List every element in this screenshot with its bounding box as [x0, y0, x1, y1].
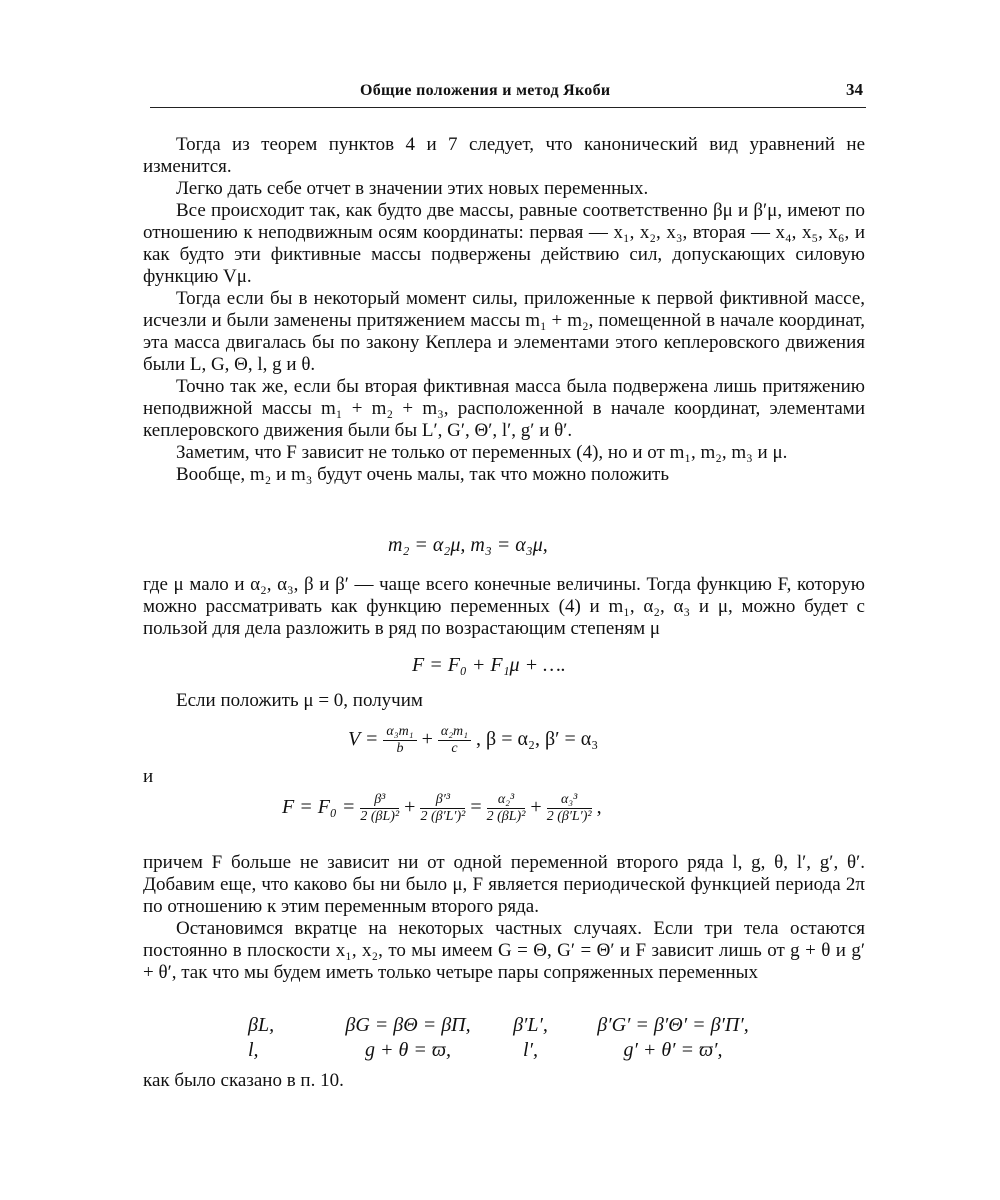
eq-operator: + — [421, 728, 433, 751]
eq-text: , — [596, 796, 602, 819]
fraction — [487, 792, 526, 825]
paragraph: Все происходит так, как будто две массы, равные соответственно βμ и β′μ, имеют по отношению к неподвижным осям координаты: первая — x₁, x₂, x₃, вторая — x₄, x₅, x₆, и как будто эти фиктивные массы подвержены действию сил, допускающих силовую функцию Vμ. — [143, 200, 865, 287]
eq-operator: = — [470, 796, 482, 819]
equation-series: F = F₀ + F₁μ + …. — [412, 654, 566, 676]
pair-cell: βL, — [248, 1014, 275, 1036]
paragraph: Тогда из теорем пунктов 4 и 7 следует, что канонический вид уравнений не изменится. — [143, 134, 865, 177]
fraction-denominator: 2 (βL)² — [486, 809, 526, 824]
equation-potential — [348, 724, 598, 757]
eq-text: , β = α₂, β′ = α₃ — [476, 728, 599, 751]
text-block-6 — [143, 1070, 865, 1092]
pair-cell: g′ + θ′ = ϖ′, — [623, 1039, 723, 1061]
fraction — [438, 724, 471, 757]
fraction — [420, 792, 465, 825]
text-block-2 — [143, 574, 865, 640]
pair-cell: βG = βΘ = βΠ, — [345, 1014, 471, 1036]
fraction-numerator: β′³ — [420, 792, 465, 809]
pair-cell: l, — [248, 1039, 259, 1061]
eq-text: F = F₀ = — [282, 796, 356, 819]
text-block-5 — [143, 852, 865, 984]
paragraph: как было сказано в п. 10. — [143, 1070, 344, 1091]
pair-cell: l′, — [523, 1039, 538, 1061]
fraction-numerator: β³ — [360, 792, 399, 809]
paragraph: Заметим, что F зависит не только от переменных (4), но и от m₁, m₂, m₃ и μ. — [176, 442, 788, 463]
pair-cell: β′L′, — [513, 1014, 548, 1036]
paragraph: Если положить μ = 0, получим — [176, 690, 423, 711]
equation-hamiltonian — [282, 792, 602, 825]
eq-text: V = — [348, 728, 379, 751]
conjugate-pairs — [248, 1014, 773, 1062]
paragraph: Точно так же, если бы вторая фиктивная масса была подвержена лишь притяжению неподвижной массы m₁ + m₂ + m₃, расположенной в начале координат, элементами кеплеровского движения были бы L′, G′, Θ′, l′, g′ и θ′. — [143, 376, 865, 441]
fraction-numerator: α₃m₁ — [383, 724, 416, 741]
eq-operator: + — [530, 796, 542, 819]
fraction-denominator: c — [451, 741, 458, 756]
page-number: 34 — [846, 80, 863, 99]
paragraph: Легко дать себе отчет в значении этих новых переменных. — [176, 178, 649, 199]
pair-cell: β′G′ = β′Θ′ = β′Π′, — [597, 1014, 749, 1036]
fraction — [547, 792, 592, 825]
paragraph: Остановимся вкратце на некоторых частных случаях. Если три тела остаются постоянно в плоскости x₁, x₂, то мы имеем G = Θ, G′ = Θ′ и F зависит лишь от g + θ и g′ + θ′, так что мы будем иметь только четыре пары сопряженных переменных — [143, 918, 865, 983]
fraction-denominator: b — [396, 741, 404, 756]
fraction-numerator: α₂³ — [487, 792, 526, 809]
text-block-3 — [143, 690, 865, 712]
fraction — [383, 724, 416, 757]
paragraph: Тогда если бы в некоторый момент силы, приложенные к первой фиктивной массе, исчезли и были заменены притяжением массы m₁ + m₂, помещенной в начале координат, эта масса двигалась бы по закону Кеплера и элементами этого кеплеровского движения были L, G, Θ, l, g и θ. — [143, 288, 865, 375]
fraction-numerator: α₂m₁ — [438, 724, 471, 741]
eq-operator: + — [404, 796, 416, 819]
equation-masses: m₂ = α₂μ, m₃ = α₃μ, — [388, 534, 548, 556]
fraction-denominator: 2 (β′L′)² — [546, 809, 592, 824]
text-block-1 — [143, 134, 865, 486]
fraction — [360, 792, 399, 825]
header-rule — [150, 107, 866, 108]
text-block-4 — [143, 766, 865, 788]
fraction-denominator: 2 (β′L′)² — [420, 809, 466, 824]
paragraph: и — [143, 766, 154, 787]
fraction-numerator: α₃³ — [547, 792, 592, 809]
paragraph: причем F больше не зависит ни от одной переменной второго ряда l, g, θ, l′, g′, θ′. Добавим еще, что каково бы ни было μ, F является периодической функцией периода 2π по отношению к этим переменным второго ряда. — [143, 852, 865, 917]
pair-cell: g + θ = ϖ, — [365, 1039, 451, 1061]
running-head: Общие положения и метод Якоби — [360, 82, 611, 99]
paragraph: Вообще, m₂ и m₃ будут очень малы, так что можно положить — [176, 464, 670, 485]
fraction-denominator: 2 (βL)² — [360, 809, 400, 824]
paragraph: где μ мало и α₂, α₃, β и β′ — чаще всего конечные величины. Тогда функцию F, которую можно рассматривать как функцию переменных (4) и m₁, α₂, α₃ и μ, можно будет с пользой для дела разложить в ряд по возрастающим степеням μ — [143, 574, 865, 639]
